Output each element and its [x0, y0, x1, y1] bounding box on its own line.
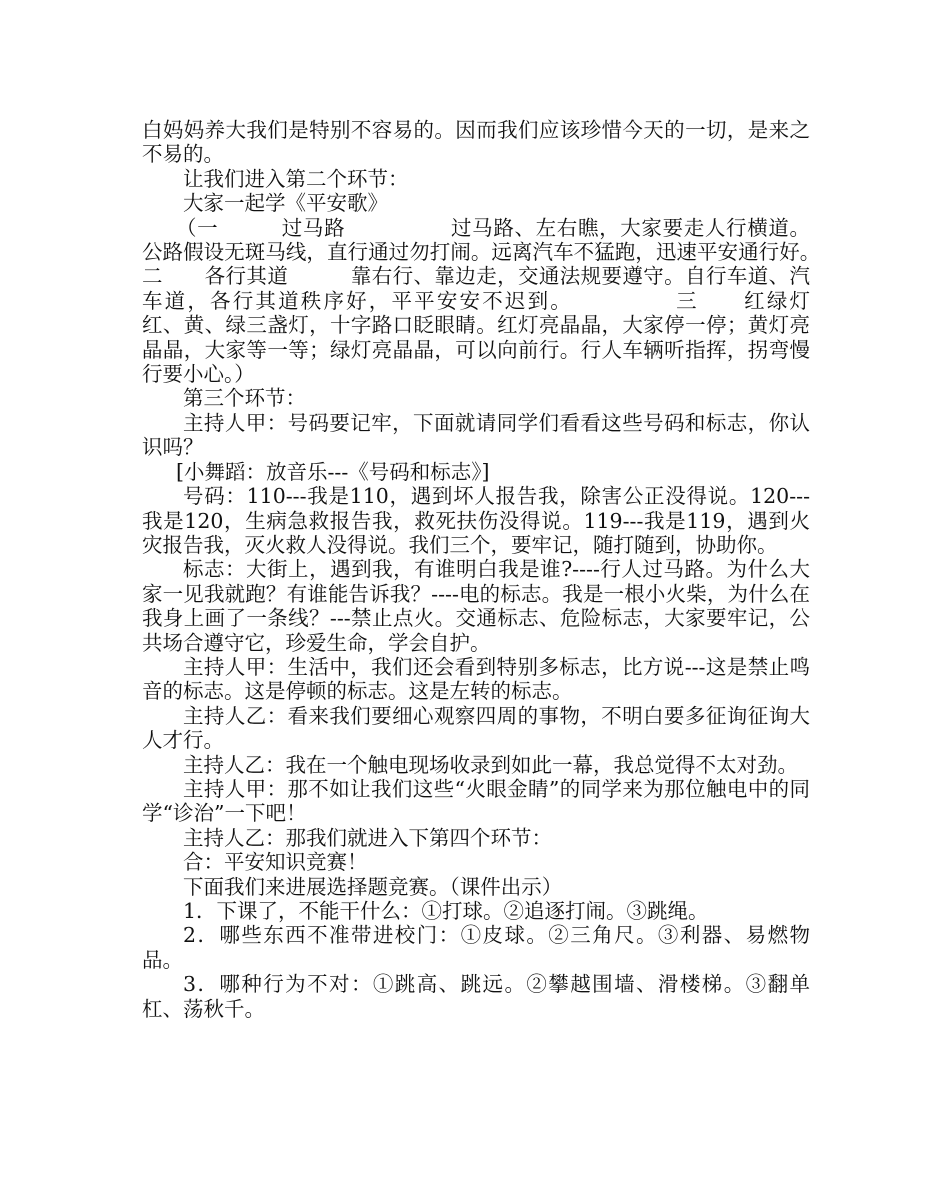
paragraph-section-two-intro: 让我们进入第二个环节： [183, 166, 409, 191]
paragraph-song-lyrics: （一 过马路 过马路、左右瞧，大家要走人行横道。公路假设无斑马线，直行通过勿打闹。远离汽车不猛跑，迅速平安通行好。 二 各行其道 靠右行、靠边走，交通法规要遵守。自行车道、汽车道，各行其道秩序好，平平安安不迟到。 三 红绿灯 红、黄、绿三盏灯，十字路口眨眼睛。红灯亮晶晶，大家停一停；黄灯亮晶晶，大家等一等；绿灯亮晶晶，可以向前行。行人车辆听指挥，拐弯慢行要小心。） [142, 215, 933, 387]
paragraph-host-a-numbers: 主持人甲：号码要记牢，下面就请同学们看看这些号码和标志，你认识吗？ [142, 410, 810, 460]
paragraph-host-a-diagnose: 主持人甲：那不如让我们这些“火眼金睛”的同学来为那位触电中的同学“诊治”一下吧！ [142, 776, 810, 826]
paragraph-host-a-signs: 主持人甲：生活中，我们还会看到特别多标志，比方说---这是禁止鸣音的标志。这是停顿的标志。这是左转的标志。 [142, 654, 810, 704]
paragraph-host-b-scene: 主持人乙：我在一个触电现场收录到如此一幕，我总觉得不太对劲。 [183, 752, 798, 777]
quiz-question-3: 3．哪种行为不对：①跳高、跳远。②攀越围墙、滑楼梯。③翻单杠、荡秋千。 [142, 972, 810, 1021]
paragraph-together: 合：平安知识竞赛！ [183, 850, 368, 875]
paragraph-signs: 标志：大街上，遇到我，有谁明白我是谁?----行人过马路。为什么大家一见我就跑？有谁能告诉我？----电的标志。我是一根小火柴，为什么在我身上画了一条线？---禁止点火。交通标志、危险标志，大家要牢记，公共场合遵守它，珍爱生命，学会自护。 [142, 557, 810, 655]
paragraph-dance-note: [小舞蹈：放音乐---《号码和标志》] [176, 459, 490, 484]
paragraph-section-three: 第三个环节： [183, 386, 306, 411]
quiz-question-1: 1．下课了，不能干什么：①打球。②追逐打闹。③跳绳。 [183, 899, 709, 923]
paragraph-host-b-observe: 主持人乙：看来我们要细心观察四周的事物，不明白要多征询征询大人才行。 [142, 703, 810, 753]
paragraph-host-b-section-four: 主持人乙：那我们就进入下第四个环节： [183, 825, 552, 850]
document-page [142, 118, 933, 1021]
paragraph-continuation: 白妈妈养大我们是特别不容易的。因而我们应该珍惜今天的一切，是来之不易的。 [142, 118, 810, 167]
paragraph-song-title: 大家一起学《平安歌》 [183, 191, 388, 216]
paragraph-numbers: 号码：110---我是110，遇到坏人报告我，除害公正没得说。120---我是120，生病急救报告我，救死扶伤没得说。119---我是119，遇到火灾报告我，灭火救人没得说。我们三个，要牢记，随打随到，协助你。 [142, 484, 810, 557]
quiz-question-2: 2．哪些东西不准带进校门：①皮球。②三角尺。③利器、易燃物品。 [142, 923, 810, 972]
paragraph-quiz-intro: 下面我们来进展选择题竞赛。（课件出示） [183, 874, 563, 899]
